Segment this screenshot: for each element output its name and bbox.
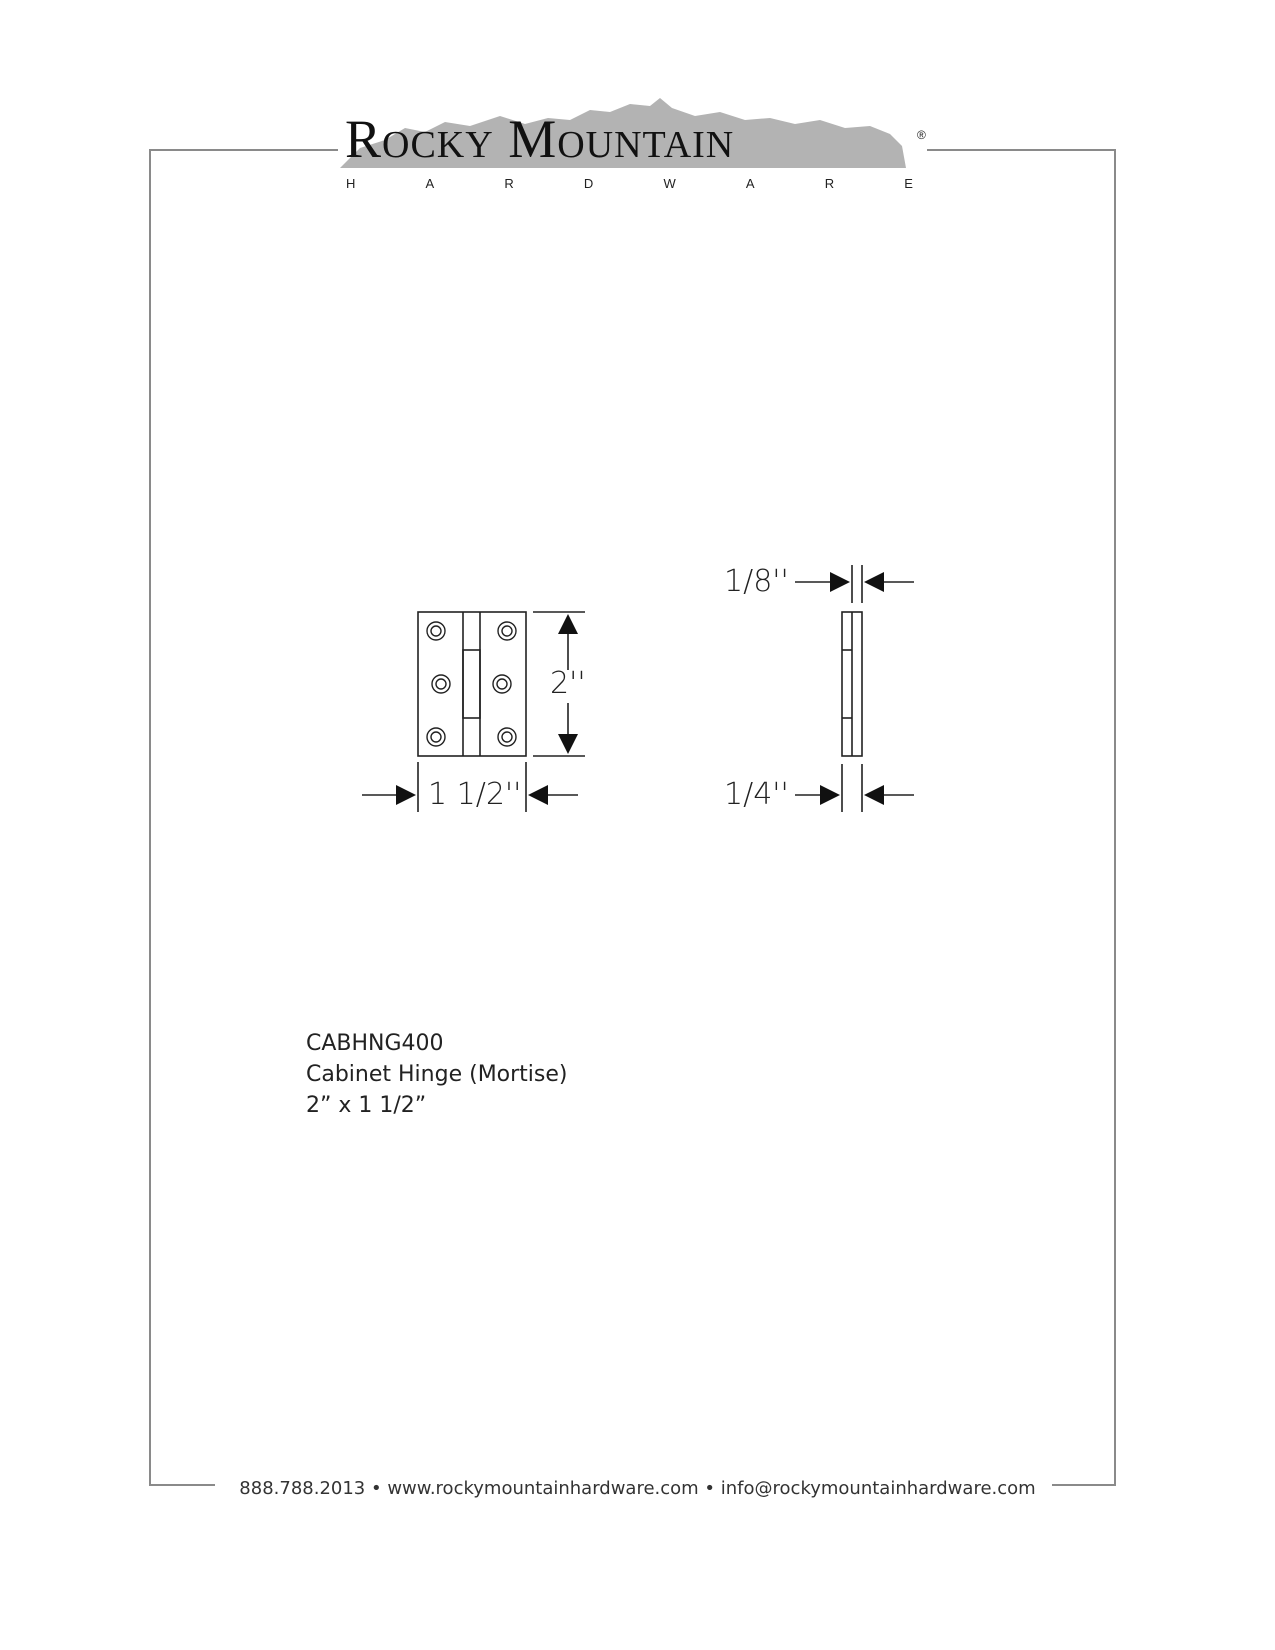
product-name: Cabinet Hinge (Mortise) (306, 1062, 568, 1087)
hinge-front-view (418, 612, 526, 756)
width-label: 1 1/2'' (428, 777, 522, 812)
brand-subtitle-letter: W (663, 176, 676, 191)
top-thickness-dimension (795, 565, 914, 603)
brand-subtitle-letter: D (583, 176, 594, 191)
brand-subtitle-letter: E (904, 176, 913, 191)
hinge-side-view (842, 612, 862, 756)
product-info (306, 1028, 568, 1121)
top-thickness-label: 1/8'' (724, 564, 789, 599)
brand-subtitle-letter: A (425, 176, 435, 191)
brand-subtitle-letter: H (346, 176, 356, 191)
registered-mark: ® (917, 128, 926, 142)
brand-subtitle-letter: A (745, 176, 755, 191)
page-frame (150, 150, 1115, 1485)
bottom-thickness-dimension (795, 764, 914, 812)
brand-subtitle-letter: R (824, 176, 835, 191)
footer-contact: 888.788.2013 • www.rockymountainhardware.com • info@rockymountainhardware.com (239, 1478, 1036, 1499)
brand-subtitle (346, 176, 913, 192)
bottom-thickness-label: 1/4'' (724, 777, 789, 812)
height-label: 2'' (550, 666, 586, 701)
product-sku: CABHNG400 (306, 1031, 444, 1056)
brand-wordmark: Rocky Mountain (345, 109, 735, 169)
brand-subtitle-letter: R (504, 176, 514, 191)
screw-holes (427, 622, 516, 746)
product-size: 2” x 1 1/2” (306, 1093, 427, 1118)
